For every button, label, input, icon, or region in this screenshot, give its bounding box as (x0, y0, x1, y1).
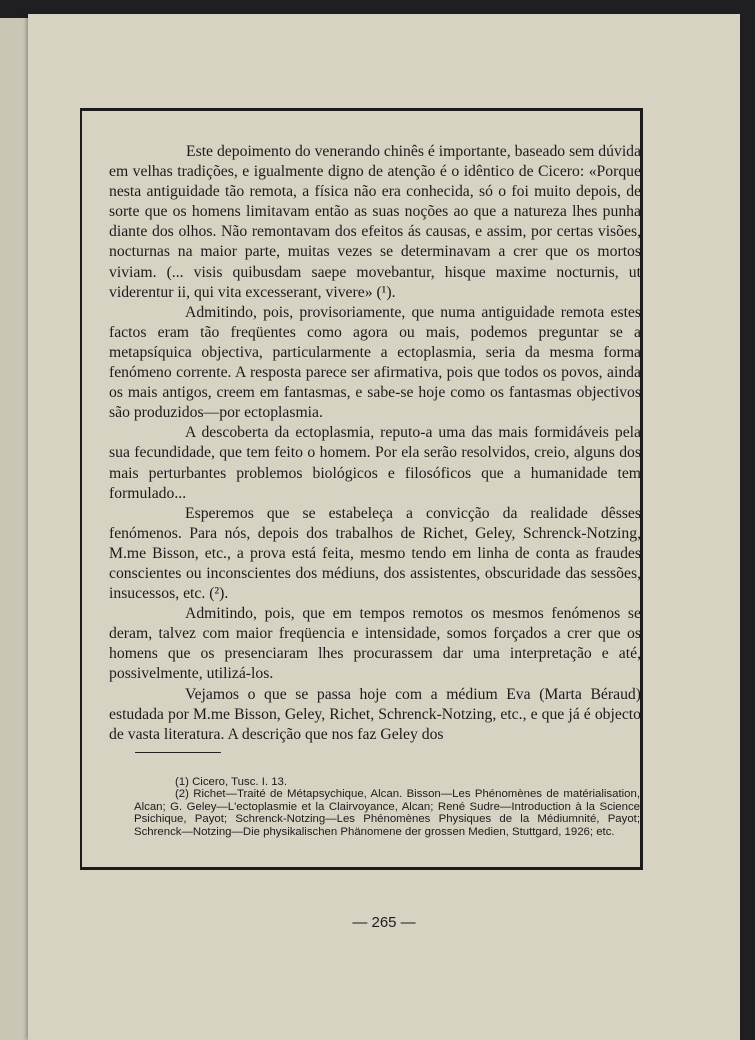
paragraph: A descoberta da ectoplasmia, reputo-a uma das mais formidáveis pela sua fecundidade, que tem feito o homem. Por ela serão resolvidos, creio, alguns dos mais perturbantes problemos biológicos e filosóficos que a humanidade tem formulado... (109, 424, 641, 502)
main-text (109, 142, 641, 745)
book-page (28, 14, 740, 1040)
paragraph: Admitindo, pois, que em tempos remotos os mesmos fenómenos se deram, talvez com maior freqüencia e intensidade, somos forçados a crer que os homens que os presenciaram lhes procurassem dar uma interpretação e até, possivelmente, utilizá-los. (109, 605, 641, 683)
footnotes (134, 776, 640, 838)
footnote-2: (2) Richet—Traité de Métapsychique, Alcan. Bisson—Les Phénomènes de matérialisation, Alcan; G. Geley—L'ectoplasmie et la Clairvoyance, Alcan; René Sudre—Introduction à la Science Psichique, Payot; Schrenck-Notzing—Les Phénomènes Physiques de la Médiumnité, Payot; Schrenck—Notzing—Die physikalischen Phänomene der grossen Medien, Stuttgard, 1926; etc. (134, 788, 640, 838)
footnote-1: (1) Cicero, Tusc. I. 13. (175, 776, 288, 788)
facing-page-edge (0, 18, 30, 1040)
paragraph: Este depoimento do venerando chinês é importante, baseado sem dúvida em velhas tradições, e igualmente digno de atenção é o idêntico de Cicero: «Porque nesta antiguidade tão remota, a física não era conhecida, só o foi muito depois, de sorte que os homens limitavam então as suas noções ao que a natureza lhes punha diante dos olhos. Não remontavam dos efeitos ás causas, e assim, por certas visões, nocturnas na maior parte, muitas vezes se determinavam a crer que os mortos viviam. (... visis quibusdam saepe movebantur, hisque maxime nocturnis, ut viderentur ii, qui vita excesserant, vivere» (¹). (109, 143, 641, 301)
footnote-separator (135, 752, 221, 753)
paragraph: Admitindo, pois, provisoriamente, que numa antiguidade remota estes factos eram tão freqüentes como agora ou mais, podemos preguntar se a metapsíquica objectiva, particularmente a ectoplasmia, seria da mesma forma fenómeno corrente. A resposta parece ser afirmativa, pois que todos os povos, ainda os mais antigos, creem em fantasmas, e sabe-se hoje como os fantasmas objectivos são produzidos—por ectoplasmia. (109, 303, 641, 422)
page-number: — 265 — (352, 914, 416, 931)
paragraph: Vejamos o que se passa hoje com a médium Eva (Marta Béraud) estudada por M.me Bisson, Geley, Richet, Schrenck-Notzing, etc., e que já é objecto de vasta literatura. A descrição que nos faz Geley dos (109, 685, 641, 743)
paragraph: Esperemos que se estabeleça a convicção da realidade dêsses fenómenos. Para nós, depois dos trabalhos de Richet, Geley, Schrenck-Notzing, M.me Bisson, etc., a prova está feita, mesmo tendo em linha de conta as fraudes conscientes ou inconscientes dos médiuns, dos assistentes, obscuridade das sessões, insucessos, etc. (²). (109, 504, 641, 603)
